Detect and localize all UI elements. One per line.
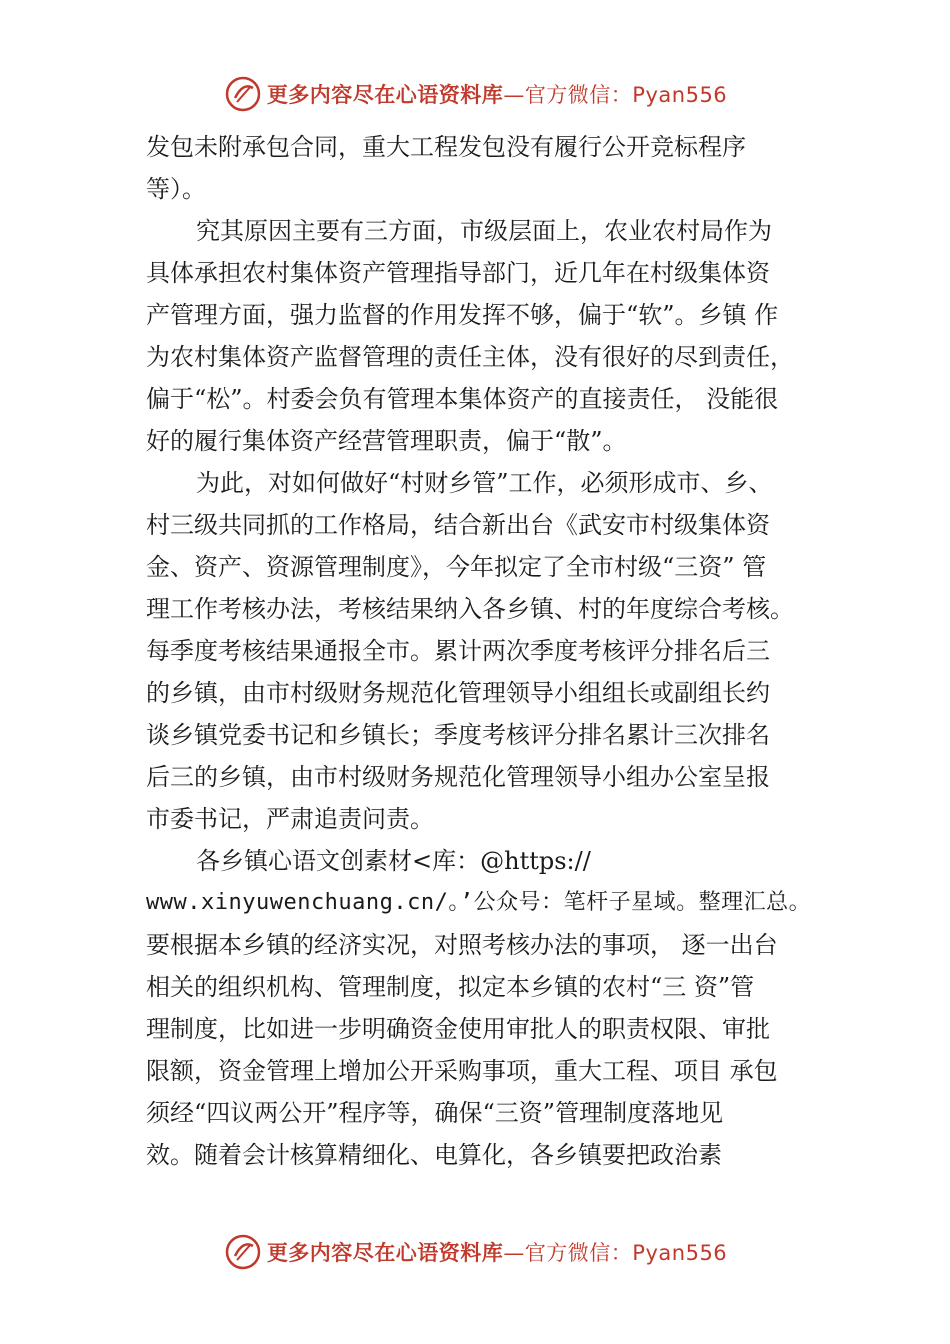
text-line: 为农村集体资产监督管理的责任主体，没有很好的尽到责任， xyxy=(146,343,794,371)
text-line: 市委书记，严肃追责问责。 xyxy=(146,805,434,833)
paragraph-start: 究其原因主要有三方面，市级层面上，农业农村局作为 xyxy=(196,217,772,245)
text-line: 的乡镇，由市村级财务规范化管理领导小组组长或副组长约 xyxy=(146,679,770,707)
document-body xyxy=(146,126,846,1176)
text-line: 偏于“松”。村委会负有管理本集体资产的直接责任， 没能很 xyxy=(146,385,779,413)
text-line: 具体承担农村集体资产管理指导部门，近几年在村级集体资 xyxy=(146,259,770,287)
text-line: 后三的乡镇，由市村级财务规范化管理领导小组办公室呈报 xyxy=(146,763,770,791)
url-line: www.xinyuwenchuang.cn/。’公众号：笔杆子星域。整理汇总。 xyxy=(146,890,812,915)
text-line: 效。随着会计核算精细化、电算化，各乡镇要把政治素 xyxy=(146,1141,722,1169)
text-line: 要根据本乡镇的经济实况，对照考核办法的事项， 逐一出台 xyxy=(146,931,778,959)
text-line: 好的履行集体资产经营管理职责，偏于“散”。 xyxy=(146,427,627,455)
text-line: 每季度考核结果通报全市。累计两次季度考核评分排名后三 xyxy=(146,637,770,665)
text-line: 产管理方面，强力监督的作用发挥不够，偏于“软”。乡镇 作 xyxy=(146,301,779,329)
text-line: 理工作考核办法，考核结果纳入各乡镇、村的年度综合考核。 xyxy=(146,595,794,623)
header-brand: 更多内容尽在心语资料库 xyxy=(266,83,504,107)
paragraph-start: 各乡镇心语文创素材<库：@https:// xyxy=(196,847,591,875)
text-line: 谈乡镇党委书记和乡镇长；季度考核评分排名累计三次排名 xyxy=(146,721,770,749)
header-wechat: —官方微信：Pyan556 xyxy=(503,83,728,107)
text-line: 等）。 xyxy=(146,175,206,203)
text-line: 须经“四议两公开”程序等，确保“三资”管理制度落地见 xyxy=(146,1099,724,1127)
text-line: 理制度，比如进一步明确资金使用审批人的职责权限、审批 xyxy=(146,1015,770,1043)
footer-banner xyxy=(0,1228,950,1276)
text-line: 金、资产、资源管理制度》，今年拟定了全市村级“三资” 管 xyxy=(146,553,767,581)
logo-icon xyxy=(223,1232,263,1272)
logo-icon xyxy=(223,74,263,114)
text-line: 限额，资金管理上增加公开采购事项，重大工程、项目 承包 xyxy=(146,1057,778,1085)
text-line: 发包未附承包合同，重大工程发包没有履行公开竞标程序 xyxy=(146,133,746,161)
footer-brand: 更多内容尽在心语资料库 xyxy=(266,1241,504,1265)
paragraph-start: 为此，对如何做好“村财乡管”工作，必须形成市、乡、 xyxy=(196,469,773,497)
footer-wechat: —官方微信：Pyan556 xyxy=(503,1241,728,1265)
header-banner xyxy=(0,70,950,118)
text-line: 相关的组织机构、管理制度，拟定本乡镇的农村“三 资”管 xyxy=(146,973,755,1001)
text-line: 村三级共同抓的工作格局，结合新出台《武安市村级集体资 xyxy=(146,511,770,539)
